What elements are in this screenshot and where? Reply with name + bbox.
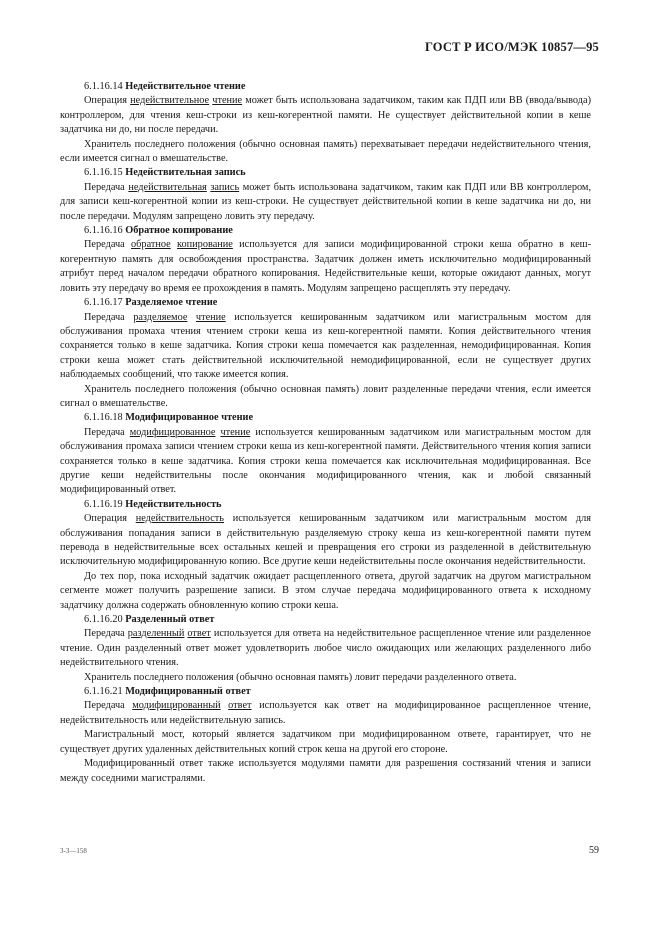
section-title: Модифицированный ответ xyxy=(125,686,251,698)
paragraph-text: используется для записи модифицированной строки кеша обратно в кеш-когерентную память для освобождения пространства. Задатчик должен иметь исключительно модифицированный атрибут перед началом передачи обратного копирования. Недействительные кеши, которые ожидают данных, могут ловить эту передачу во время ее прохождения в память. Модулям запрещено расщеплять эту передачу. xyxy=(60,239,591,294)
paragraph xyxy=(60,570,591,613)
paragraph xyxy=(60,94,591,137)
paragraph-lead: Передача xyxy=(84,239,132,251)
paragraph-lead: Операция xyxy=(84,95,131,107)
paragraph-lead: Передача xyxy=(84,700,133,712)
section-title: Модифицированное чтение xyxy=(125,412,254,424)
term-underlined: копирование xyxy=(177,239,233,251)
term-underlined: недействительное xyxy=(130,95,210,107)
section-heading xyxy=(60,685,591,699)
paragraph-lead: Операция xyxy=(84,513,136,525)
paragraph xyxy=(60,138,591,167)
paragraph xyxy=(60,383,591,412)
paragraph xyxy=(60,512,591,570)
section-title: Обратное копирование xyxy=(125,225,233,237)
section-heading xyxy=(60,80,591,94)
paragraph-text: может быть использована задатчиком, таким как ПДП или ВВ контроллером, для записи кеш-когерентной копии из кеш-строки. Не существует действительной копии в кеше задатчика ни до, ни после передачи. Модулям запрещено ловить эту передачу. xyxy=(60,181,592,222)
paragraph xyxy=(60,181,591,224)
term-underlined: разделенный xyxy=(127,628,185,640)
page-number: 59 xyxy=(589,845,599,856)
paragraph-text: используется для ответа на недействительное расщепленное чтение или разделенное чтение. Один разделенный ответ может удовлетворить любое число ожидающих или желающих разделенного либо недействительного чтения. xyxy=(60,628,592,669)
section-heading xyxy=(60,498,591,512)
paragraph-text: Хранитель последнего положения (обычно основная память) ловит передачи разделенного ответа. xyxy=(84,671,517,683)
section-title: Разделяемое чтение xyxy=(125,297,218,309)
term-underlined: ответ xyxy=(187,628,211,640)
term-separator xyxy=(187,312,195,323)
paragraph xyxy=(60,238,591,296)
section-number: 6.1.16.15 xyxy=(84,167,123,179)
paragraph-lead: Передача xyxy=(84,628,128,640)
paragraph xyxy=(60,426,591,498)
document-body xyxy=(60,80,591,786)
section-number: 6.1.16.18 xyxy=(84,412,123,424)
paragraph-text: используется как ответ на модифицированное расщепленное чтение, недействительность или недействительную запись. xyxy=(60,700,591,726)
term-underlined: ответ xyxy=(228,700,252,712)
term-underlined: модифицированное xyxy=(129,426,216,438)
section-number: 6.1.16.14 xyxy=(84,81,123,92)
section-number: 6.1.16.21 xyxy=(84,686,123,698)
section-number: 6.1.16.20 xyxy=(84,614,123,626)
section-heading xyxy=(60,296,591,310)
paragraph-text: Магистральный мост, который является задатчиком при модифицированном ответе, гарантирует, что не существует других удаленных действительных копий строк кеша на другой его стороне. xyxy=(60,729,591,755)
paragraph-text: Модифицированный ответ также используется модулями памяти для разрешения состязаний чтения и записи между соседними магистралями. xyxy=(60,758,591,784)
section-title: Разделенный ответ xyxy=(125,614,215,626)
section-heading xyxy=(60,613,591,627)
section-number: 6.1.16.19 xyxy=(84,498,123,510)
paragraph-text: может быть использована задатчиком, таким как ПДП или ВВ (ввода/вывода) контроллером, для чтения кеш-строки из кеш-когерентной памяти. Не существует действительной копии в кеше задатчика ни до, ни после передачи. xyxy=(60,95,591,136)
term-underlined: чтение xyxy=(212,95,243,107)
paragraph xyxy=(60,627,591,670)
page-header: ГОСТ Р ИСО/МЭК 10857—95 xyxy=(424,40,599,54)
section-number: 6.1.16.16 xyxy=(84,225,123,237)
section-number: 6.1.16.17 xyxy=(84,297,123,309)
term-underlined: чтение xyxy=(195,311,226,323)
paragraph-text: Хранитель последнего положения (обычно основная память) ловит разделенные передачи чтения, если имеется сигнал о вмешательстве. xyxy=(60,383,591,409)
paragraph-lead: Передача xyxy=(84,426,130,438)
footer-code: 3-3—158 xyxy=(60,847,87,855)
paragraph-text: используется кешированным задатчиком или магистральным мостом для обслуживания промаха записи чтением строки кеша из кеш-когерентной памяти. Действительного чтения копия записи сохраняется только в кеше задатчика. Копия строки кеша помечается как исключительная модифицированная. Все другие кеши недействительны после окончания модифицированного чтения, как и любой связанный модифицированный ответ. xyxy=(60,426,592,496)
section-title: Недействительная запись xyxy=(125,167,246,179)
term-underlined: чтение xyxy=(220,426,251,438)
term-underlined: обратное xyxy=(131,239,171,251)
term-underlined: модифицированный xyxy=(132,700,221,712)
section-heading xyxy=(60,166,591,180)
section-title: Недействительное чтение xyxy=(125,81,246,92)
paragraph xyxy=(60,311,591,383)
paragraph-text: До тех пор, пока исходный задатчик ожидает расщепленного ответа, другой задатчик на другом магистральном сегменте может получить разрешение записи. В этом случае передача модифицированного ответа к исходному задатчику должна содержать обновленную копию строки кеша. xyxy=(60,570,591,611)
paragraph-text: используется кешированным задатчиком или магистральным мостом для обслуживания попадания записи в действительную разделяемую строку кеша из кеш-когерентной памяти путем перевода в недействительные всех остальных кешей и превращения его строки из разделенной в действительную исключительную модифицированную копию. Все другие кеши недействительны после окончания недействительности. xyxy=(60,513,591,568)
section-heading xyxy=(60,224,591,238)
paragraph xyxy=(60,671,591,685)
term-underlined: разделяемое xyxy=(133,311,188,323)
paragraph-text: используется кешированным задатчиком или магистральным мостом для обслуживания промаха чтения чтением строки кеша из кеш-когерентной памяти. Копия действительного чтения сохраняется только в кеше задатчика. Копия строки кеша помечается как разделенная, немодифицированная. Копия строки кеша может стать действительной исключительной немодифицированной, если не существует других наблюдаемых сообщений, что также имеется копия. xyxy=(60,311,592,381)
term-underlined: недействительная xyxy=(128,181,207,193)
paragraph-text: Хранитель последнего положения (обычно основная память) перехватывает передачи недействительного чтения, если имеется сигнал о вмешательстве. xyxy=(60,138,591,165)
section-heading xyxy=(60,411,591,425)
term-underlined: запись xyxy=(210,181,240,193)
paragraph-lead: Передача xyxy=(84,311,134,323)
paragraph xyxy=(60,757,591,786)
paragraph xyxy=(60,728,591,757)
term-underlined: недействительность xyxy=(135,513,224,525)
paragraph xyxy=(60,699,591,728)
paragraph-lead: Передача xyxy=(84,181,129,193)
section-title: Недействительность xyxy=(125,498,222,510)
